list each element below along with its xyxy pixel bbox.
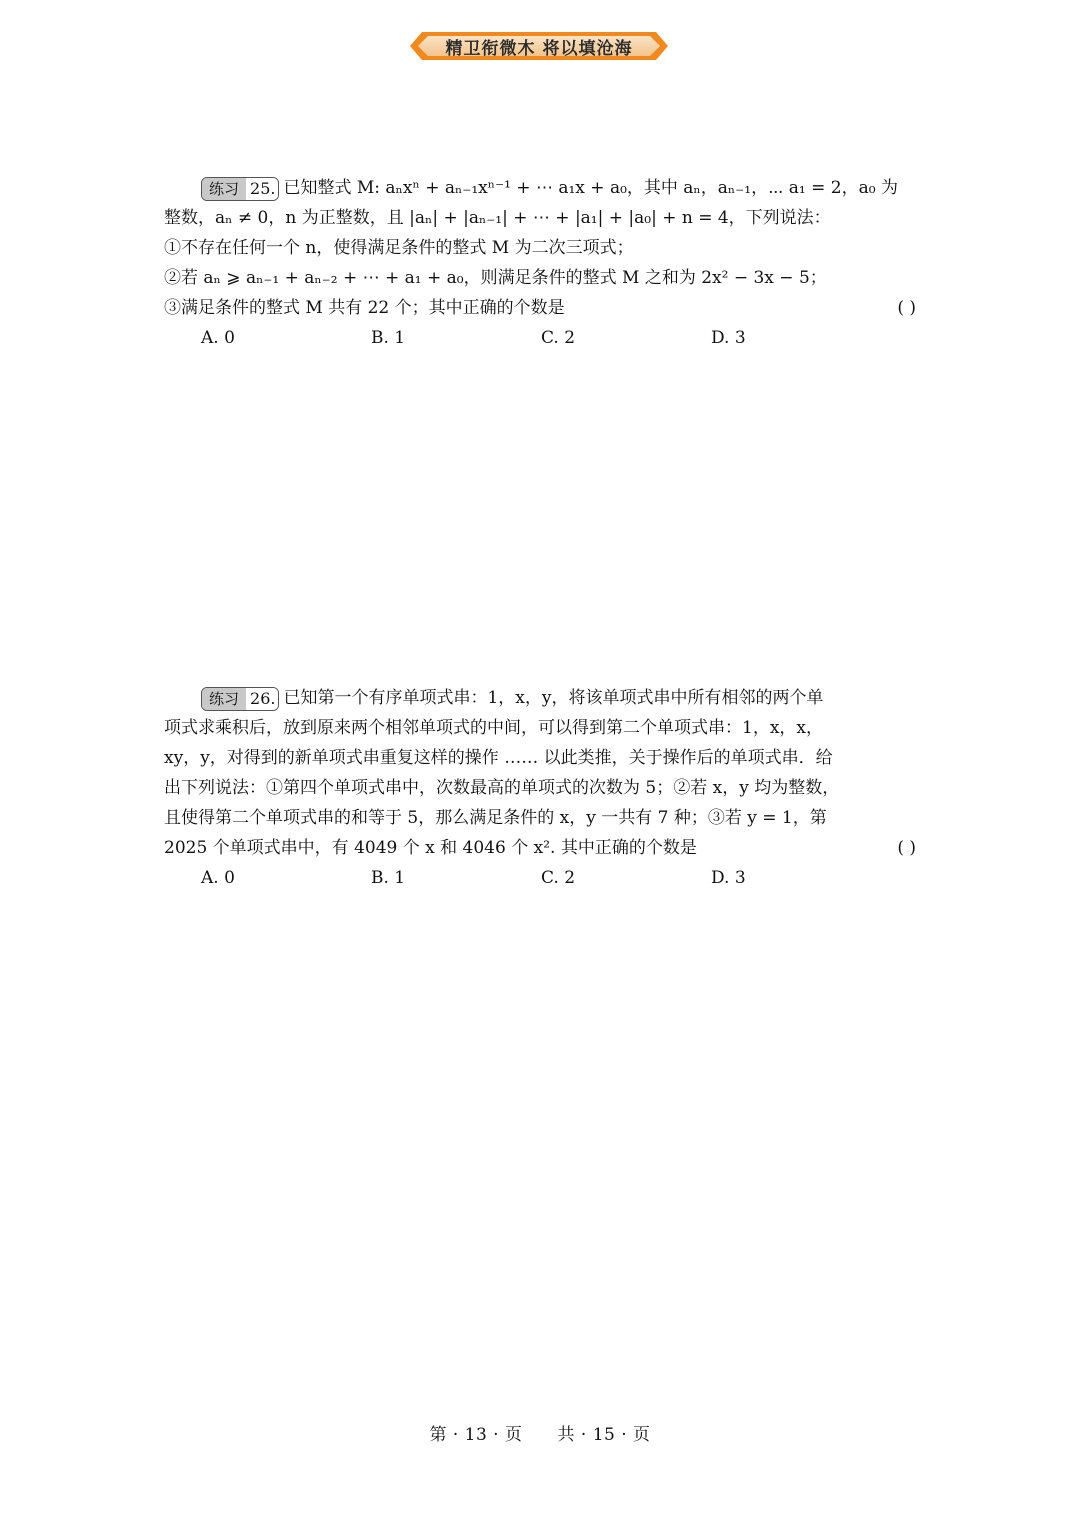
problem-line: 项式求乘积后，放到原来两个相邻单项式的中间，可以得到第二个单项式串：1，x，x， <box>164 718 823 738</box>
exercise-label: 练习 <box>202 178 246 200</box>
choice-a: A. 0 <box>201 328 235 348</box>
choice-b: B. 1 <box>371 328 406 348</box>
problem-text: 2025 个单项式串中，有 4049 个 x 和 4046 个 x². 其中正确的个数是 <box>164 838 697 858</box>
exercise-number: 25. <box>246 178 278 200</box>
problem-line <box>164 833 920 863</box>
answer-blank: ( ) <box>897 298 916 318</box>
header-banner <box>410 30 668 62</box>
exercise-label: 练习 <box>202 688 246 710</box>
problem-line: ②若 aₙ ⩾ aₙ₋₁ + aₙ₋₂ + ⋯ + a₁ + a₀，则满足条件的整式 M 之和为 2x² − 3x − 5； <box>164 268 827 288</box>
answer-blank: ( ) <box>897 838 916 858</box>
problem-line: 整数，aₙ ≠ 0，n 为正整数，且 |aₙ| + |aₙ₋₁| + ⋯ + |a₁| + |a₀| + n = 4，下列说法： <box>164 208 831 228</box>
choices <box>164 323 920 353</box>
problem-line: xy，y，对得到的新单项式串重复这样的操作 …… 以此类推，关于操作后的单项式串．给 <box>164 748 833 768</box>
problem-line <box>164 293 920 323</box>
problem-line: 且使得第二个单项式串的和等于 5，那么满足条件的 x，y 一共有 7 种；③若 y = 1，第 <box>164 808 827 828</box>
choice-c: C. 2 <box>541 868 576 888</box>
exercise-26 <box>164 683 920 893</box>
problem-line: ①不存在任何一个 n，使得满足条件的整式 M 为二次三项式； <box>164 238 634 258</box>
choices <box>164 863 920 893</box>
problem-line: 出下列说法：①第四个单项式串中，次数最高的单项式的次数为 5；②若 x，y 均为整数， <box>164 778 840 798</box>
problem-text: ③满足条件的整式 M 共有 22 个；其中正确的个数是 <box>164 298 565 318</box>
choice-d: D. 3 <box>711 868 746 888</box>
choice-b: B. 1 <box>371 868 406 888</box>
problem-line <box>164 683 920 713</box>
exercise-number: 26. <box>246 688 278 710</box>
problem-text: 已知整式 M: aₙxⁿ + aₙ₋₁xⁿ⁻¹ + ⋯ a₁x + a₀，其中 aₙ，aₙ₋₁，⋯ a₁ = 2，a₀ 为 <box>283 178 898 198</box>
banner-title: 精卫衔微木 将以填沧海 <box>445 38 633 59</box>
choice-c: C. 2 <box>541 328 576 348</box>
page-footer: 第 · 13 · 页 共 · 15 · 页 <box>429 1425 651 1445</box>
exercise-tag <box>201 687 279 711</box>
problem-text: 已知第一个有序单项式串：1，x，y，将该单项式串中所有相邻的两个单 <box>283 688 824 708</box>
choice-a: A. 0 <box>201 868 235 888</box>
exercise-25 <box>164 173 920 353</box>
choice-d: D. 3 <box>711 328 746 348</box>
problem-line <box>164 173 920 203</box>
exercise-tag <box>201 177 279 201</box>
